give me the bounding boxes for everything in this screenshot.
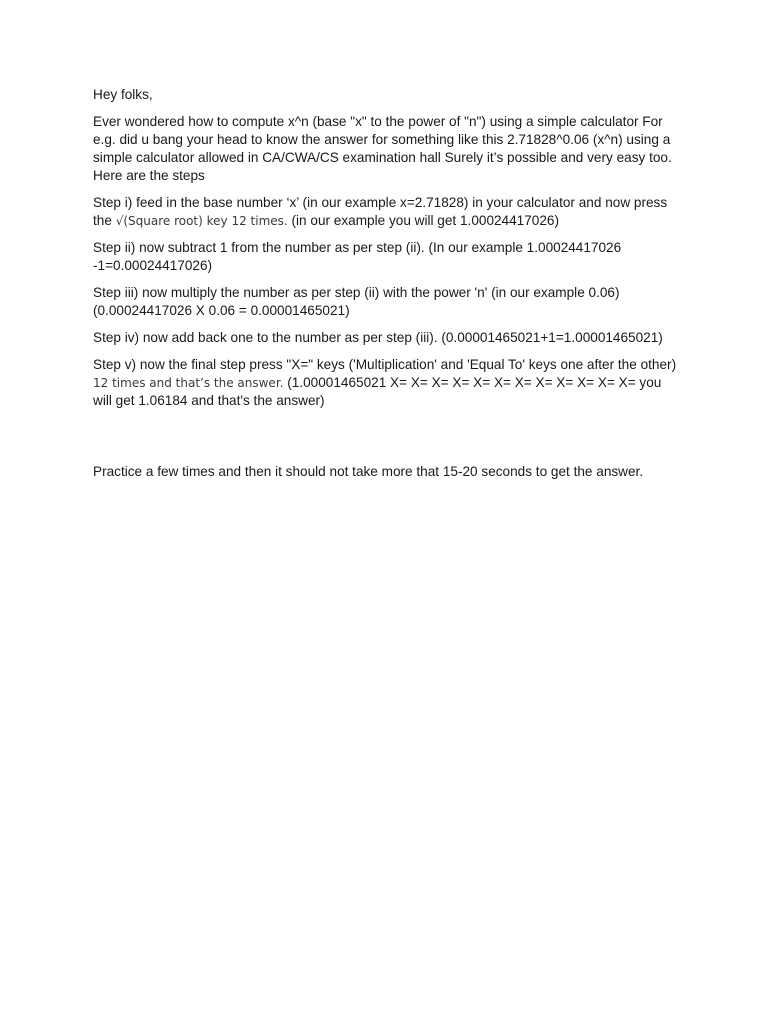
blank-space bbox=[93, 419, 683, 463]
closing-paragraph: Practice a few times and then it should not take more that 15-20 seconds to get the answer. bbox=[93, 464, 644, 479]
step-4: Step iv) now add back one to the number as per step (iii). (0.00001465021+1=1.00001465021) bbox=[93, 330, 663, 345]
step-5 bbox=[93, 356, 683, 410]
step-1-text-b: √(Square root) key 12 times. bbox=[115, 214, 288, 228]
step-2: Step ii) now subtract 1 from the number as per step (ii). (In our example 1.00024417026 -1=0.00024417026) bbox=[93, 240, 622, 273]
document-page bbox=[93, 86, 683, 490]
step-5-text-c: (1.00001465021 X= X= X= X= X= X= X= X= X= X= X= X= you will get 1.06184 and that's the answer) bbox=[93, 375, 662, 408]
step-5-text-a: Step v) now the final step press "X=" keys ('Multiplication' and 'Equal To' keys one after the other) bbox=[93, 357, 677, 372]
step-5-text-b: 12 times and that’s the answer. bbox=[93, 376, 284, 390]
step-1 bbox=[93, 194, 683, 230]
greeting: Hey folks, bbox=[93, 87, 153, 102]
step-3: Step iii) now multiply the number as per step (ii) with the power 'n' (in our example 0.06) (0.00024417026 X 0.06 = 0.00001465021) bbox=[93, 285, 620, 318]
intro-paragraph: Ever wondered how to compute x^n (base "x" to the power of "n") using a simple calculator For e.g. did u bang your head to know the answer for something like this 2.71828^0.06 (x^n) using a simple calculator allowed in CA/CWA/CS examination hall Surely it’s possible and very easy too. Here are the steps bbox=[93, 114, 672, 183]
step-1-text-c: (in our example you will get 1.00024417026) bbox=[287, 213, 560, 228]
step-1-text-a: Step i) feed in the base number ‘x’ (in our example x=2.71828) in your calculator and now press the bbox=[93, 195, 668, 228]
